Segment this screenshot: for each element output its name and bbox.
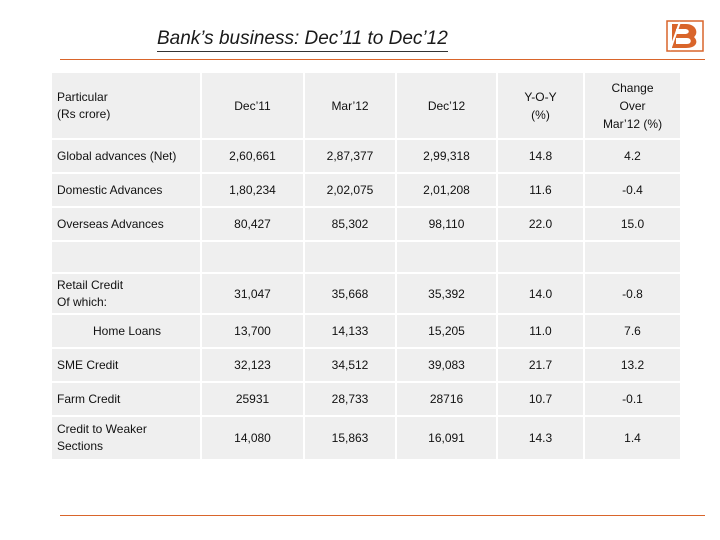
cell-mar12: 2,02,075 (304, 173, 396, 207)
bank-logo-icon (666, 20, 704, 52)
row-label: Global advances (Net) (51, 139, 201, 173)
cell-dec11: 13,700 (201, 314, 304, 348)
cell-mar12: 85,302 (304, 207, 396, 241)
cell-mar12: 15,863 (304, 416, 396, 460)
row-label: Overseas Advances (51, 207, 201, 241)
empty-cell (497, 241, 584, 273)
cell-dec11: 2,60,661 (201, 139, 304, 173)
cell-yoy: 22.0 (497, 207, 584, 241)
table-row (51, 348, 681, 382)
header-yoy: Y-O-Y (%) (497, 72, 584, 139)
spacer-row (51, 241, 681, 273)
cell-yoy: 10.7 (497, 382, 584, 416)
business-table (50, 71, 682, 461)
cell-yoy: 11.0 (497, 314, 584, 348)
cell-change: 13.2 (584, 348, 681, 382)
cell-dec12: 35,392 (396, 273, 497, 314)
cell-mar12: 35,668 (304, 273, 396, 314)
cell-change: -0.8 (584, 273, 681, 314)
cell-yoy: 14.3 (497, 416, 584, 460)
cell-dec12: 16,091 (396, 416, 497, 460)
row-label: SME Credit (51, 348, 201, 382)
cell-change: 7.6 (584, 314, 681, 348)
row-label: Domestic Advances (51, 173, 201, 207)
cell-dec12: 2,99,318 (396, 139, 497, 173)
cell-dec12: 98,110 (396, 207, 497, 241)
table-row (51, 416, 681, 460)
bottom-divider (60, 515, 705, 516)
cell-dec11: 31,047 (201, 273, 304, 314)
table-row (51, 273, 681, 314)
cell-dec11: 32,123 (201, 348, 304, 382)
table-row (51, 173, 681, 207)
cell-change: 1.4 (584, 416, 681, 460)
cell-dec12: 2,01,208 (396, 173, 497, 207)
cell-yoy: 11.6 (497, 173, 584, 207)
cell-yoy: 21.7 (497, 348, 584, 382)
cell-dec12: 15,205 (396, 314, 497, 348)
empty-cell (304, 241, 396, 273)
top-divider (60, 59, 705, 60)
cell-dec11: 14,080 (201, 416, 304, 460)
table-row (51, 314, 681, 348)
slide-title: Bank’s business: Dec’11 to Dec’12 (157, 28, 448, 52)
cell-mar12: 34,512 (304, 348, 396, 382)
cell-mar12: 28,733 (304, 382, 396, 416)
table-row (51, 382, 681, 416)
empty-cell (584, 241, 681, 273)
empty-cell (201, 241, 304, 273)
header-particular: Particular (Rs crore) (51, 72, 201, 139)
row-label: Home Loans (51, 314, 201, 348)
table-row (51, 207, 681, 241)
cell-dec11: 80,427 (201, 207, 304, 241)
cell-dec12: 28716 (396, 382, 497, 416)
header-change: Change Over Mar’12 (%) (584, 72, 681, 139)
empty-cell (396, 241, 497, 273)
header-mar12: Mar’12 (304, 72, 396, 139)
cell-change: -0.1 (584, 382, 681, 416)
cell-yoy: 14.8 (497, 139, 584, 173)
cell-dec11: 1,80,234 (201, 173, 304, 207)
row-label: Credit to Weaker Sections (51, 416, 201, 460)
cell-dec11: 25931 (201, 382, 304, 416)
header-dec12: Dec’12 (396, 72, 497, 139)
header-dec11: Dec’11 (201, 72, 304, 139)
cell-yoy: 14.0 (497, 273, 584, 314)
cell-dec12: 39,083 (396, 348, 497, 382)
row-label: Retail Credit Of which: (51, 273, 201, 314)
row-label: Farm Credit (51, 382, 201, 416)
cell-mar12: 2,87,377 (304, 139, 396, 173)
cell-change: 4.2 (584, 139, 681, 173)
table-row (51, 139, 681, 173)
empty-cell (51, 241, 201, 273)
cell-change: 15.0 (584, 207, 681, 241)
cell-change: -0.4 (584, 173, 681, 207)
header-row (51, 72, 681, 139)
cell-mar12: 14,133 (304, 314, 396, 348)
